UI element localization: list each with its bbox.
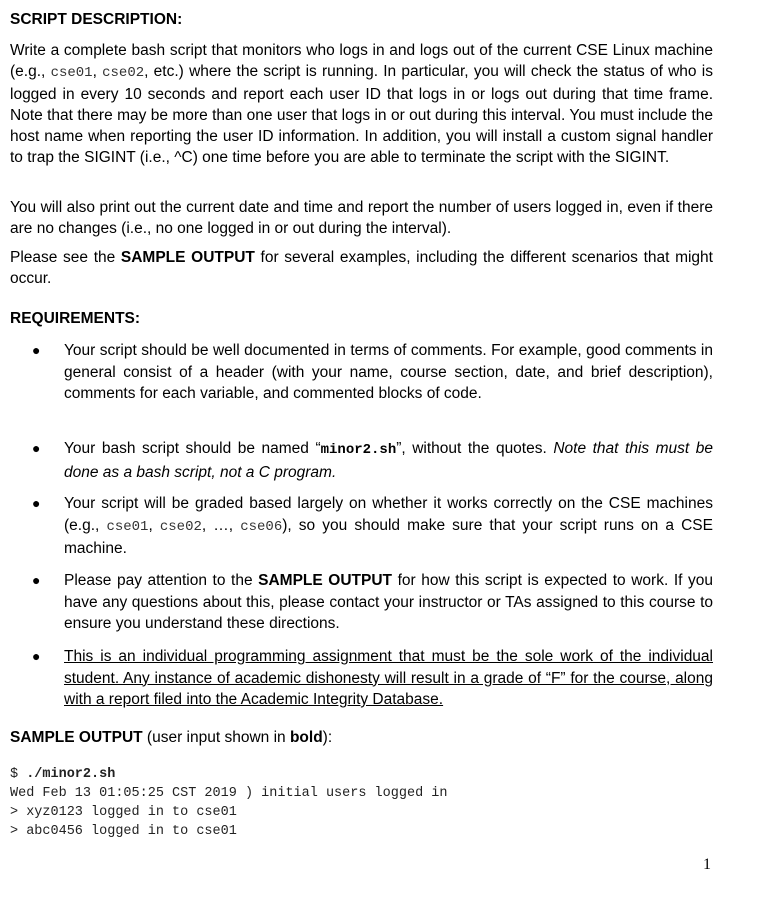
output-line: Wed Feb 13 01:05:25 CST 2019 ) initial users logged in	[10, 786, 448, 801]
requirement-item-2: Your bash script should be named “minor2.sh”, without the quotes. Note that this must be done as a bash script, not a C program.	[64, 440, 713, 481]
page-number: 1	[703, 856, 711, 873]
description-paragraph-1: Write a complete bash script that monitors who logs in and logs out of the current CSE Linux machine (e.g., cse01, cse02, etc.) where the script is running. In particular, you will check the status of who is logged in every 10 seconds and report each user ID that logs in or logs out during that time frame. Note that there may be more than one user that logs in or out during this interval. You must include the host name when reporting the user ID information. In addition, you will install a custom signal handler to trap the SIGINT (i.e., ^C) one time before you are able to terminate the script with the SIGINT.	[10, 42, 713, 166]
sample-output-block	[10, 765, 447, 841]
command-prompt: $	[10, 767, 27, 782]
description-paragraph-2: You will also print out the current date and time and report the number of users logged in, even if there are no changes (i.e., no one logged in or out during the interval).	[10, 199, 713, 237]
bullet-icon: ●	[32, 342, 41, 358]
requirement-item-5: This is an individual programming assignment that must be the sole work of the individual student. Any instance of academic dishonesty will result in a grade of “F” for the course, along with a report filed into the Academic Integrity Database.	[64, 648, 713, 708]
requirements-heading: REQUIREMENTS:	[10, 310, 141, 327]
requirement-item-3: Your script will be graded based largely on whether it works correctly on the CSE machines (e.g., cse01, cse02, …, cse06), so you should make sure that your script runs on a CSE machine.	[64, 495, 713, 557]
command-input: ./minor2.sh	[26, 767, 116, 782]
bullet-icon: ●	[32, 572, 41, 588]
bullet-icon: ●	[32, 440, 41, 456]
sample-output-heading: SAMPLE OUTPUT (user input shown in bold):	[10, 729, 333, 746]
requirement-item-4: Please pay attention to the SAMPLE OUTPUT for how this script is expected to work. If you have any questions about this, please contact your instructor or TAs assigned to this course to ensure you understand these directions.	[64, 572, 713, 632]
script-description-heading: SCRIPT DESCRIPTION:	[10, 11, 183, 28]
bullet-icon: ●	[32, 495, 41, 511]
output-line: > abc0456 logged in to cse01	[10, 824, 237, 839]
requirement-item-1: Your script should be well documented in terms of comments. For example, good comments in general consist of a header (with your name, course section, date, and brief description), comments for each variable, and commented blocks of code.	[64, 342, 713, 402]
description-paragraph-3: Please see the SAMPLE OUTPUT for several examples, including the different scenarios that might occur.	[10, 249, 713, 287]
bullet-icon: ●	[32, 648, 41, 664]
output-line: > xyz0123 logged in to cse01	[10, 805, 237, 820]
